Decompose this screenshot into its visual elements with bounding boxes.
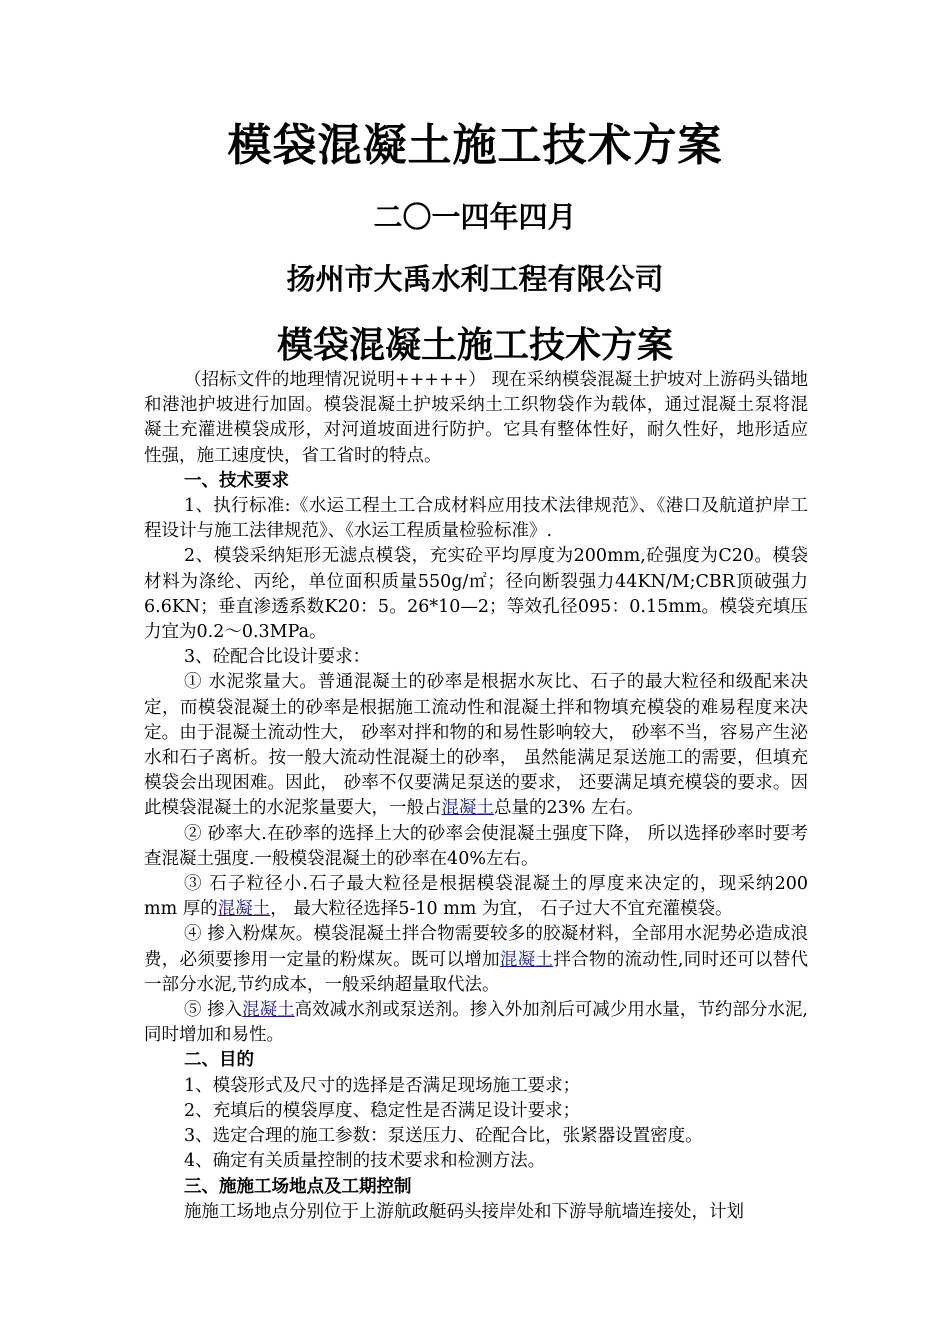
- mix-point-3-text: ③ 石子粒径小.石子最大粒径是根据模袋混凝土的厚度来决定的，现采纳200 mm 厚的: [144, 874, 808, 920]
- document-body: [144, 368, 808, 1225]
- concrete-link[interactable]: 混凝土: [441, 798, 494, 819]
- section-heading-requirements: 一、技术要求: [184, 470, 289, 491]
- concrete-link[interactable]: 混凝土: [217, 899, 271, 920]
- mix-point-3: [144, 872, 808, 922]
- mix-point-5-text: ⑤ 掺入: [184, 1000, 243, 1021]
- mix-point-1-text-end: 总量的23% 左右。: [494, 798, 644, 819]
- site-paragraph: 施施工场地点分别位于上游航政艇码头接岸处和下游导航墙连接处，计划: [184, 1201, 744, 1222]
- mix-point-1: [144, 670, 808, 821]
- requirement-item-1: 1、执行标准:《水运工程土工合成材料应用技术法律规范》、《港口及航道护岸工程设计与施工法律规范》、《水运工程质量检验标准》.: [144, 496, 808, 542]
- document-date: 二〇一四年四月: [373, 200, 577, 234]
- section-heading-site: 三、施施工场地点及工期控制: [184, 1176, 412, 1197]
- mix-point-4-text: ④ 掺入粉煤灰。模袋混凝土拌合物需要较多的胶凝材料，全部用水泥势必造成浪费，必须要掺用一定量的粉煤灰。既可以增加: [144, 924, 808, 970]
- concrete-link[interactable]: 混凝土: [499, 949, 554, 970]
- mix-point-1-text: ① 水泥浆量大。普通混凝土的砂率是根据水灰比、石子的最大粒径和级配来决定，而模袋混凝土的砂率是根据施工流动性和混凝土拌和物填充模袋的难易程度来决定。由于混凝土流动性大， 砂率对拌和物的和易性影响较大， 砂率不当，容易产生泌水和石子离析。按一般大流动性混凝土的砂率， 虽然能满足泵送施工的需要，但填充模袋会出现困难。因此， 砂率不仅要满足泵送的要求， 还要满足填充模袋的要求。因此模袋混凝土的水泥浆量要大，一般占: [144, 672, 808, 819]
- purpose-item: 4、确定有关质量控制的技术要求和检测方法。: [184, 1151, 546, 1172]
- mix-point-2: ② 砂率大.在砂率的选择上大的砂率会使混凝土强度下降， 所以选择砂率时要考查混凝土强度.一般模袋混凝土的砂率在40%左右。: [144, 823, 808, 869]
- document-title-repeat: 模袋混凝土施工技术方案: [276, 324, 673, 366]
- purpose-item: 3、选定合理的施工参数：泵送压力、砼配合比，张紧器设置密度。: [184, 1126, 703, 1147]
- requirement-item-2: 2、模袋采纳矩形无滤点模袋，充实砼平均厚度为200mm,砼强度为C20。模袋材料为涤纶、丙纶，单位面积质量550g/㎡；径向断裂强力44KN/M;CBR顶破强力6.6KN；垂直渗透系数K20：5。26*10—2；等效孔径095：0.15mm。模袋充填压力宜为0.2～0.3MPa。: [144, 546, 808, 643]
- purpose-item: 2、充填后的模袋厚度、稳定性是否满足设计要求；: [184, 1100, 581, 1121]
- mix-point-4: [144, 922, 808, 998]
- company-name: 扬州市大禹水利工程有限公司: [286, 262, 664, 296]
- mix-point-4-text-end: 拌合物的流动性,同时还可以替代一部分水泥,节约成本，一般采纳超量取代法。: [144, 949, 809, 995]
- mix-point-5: [144, 998, 808, 1048]
- section-heading-purpose: 二、目的: [184, 1050, 254, 1071]
- mix-point-3-text-end: ， 最大粒径选择5-10 mm 为宜， 石子过大不宜充灌模袋。: [270, 899, 733, 920]
- mix-point-5-text-end: 高效减水剂或泵送剂。掺入外加剂后可减少用水量，节约部分水泥,同时增加和易性。: [144, 1000, 808, 1046]
- intro-paragraph: （招标文件的地理情况说明+++++） 现在采纳模袋混凝土护坡对上游码头锚地和港池护坡进行加固。模袋混凝土护坡采纳土工织物袋作为载体，通过混凝土泵将混凝土充灌进模袋成形，对河道坡面进行防护。它具有整体性好，耐久性好，地形适应性强，施工速度快，省工省时的特点。: [144, 370, 808, 466]
- requirement-item-3: 3、砼配合比设计要求：: [184, 647, 371, 668]
- concrete-link[interactable]: 混凝土: [242, 1000, 295, 1021]
- document-title: 模袋混凝土施工技术方案: [227, 120, 723, 171]
- purpose-item: 1、模袋形式及尺寸的选择是否满足现场施工要求；: [184, 1075, 581, 1096]
